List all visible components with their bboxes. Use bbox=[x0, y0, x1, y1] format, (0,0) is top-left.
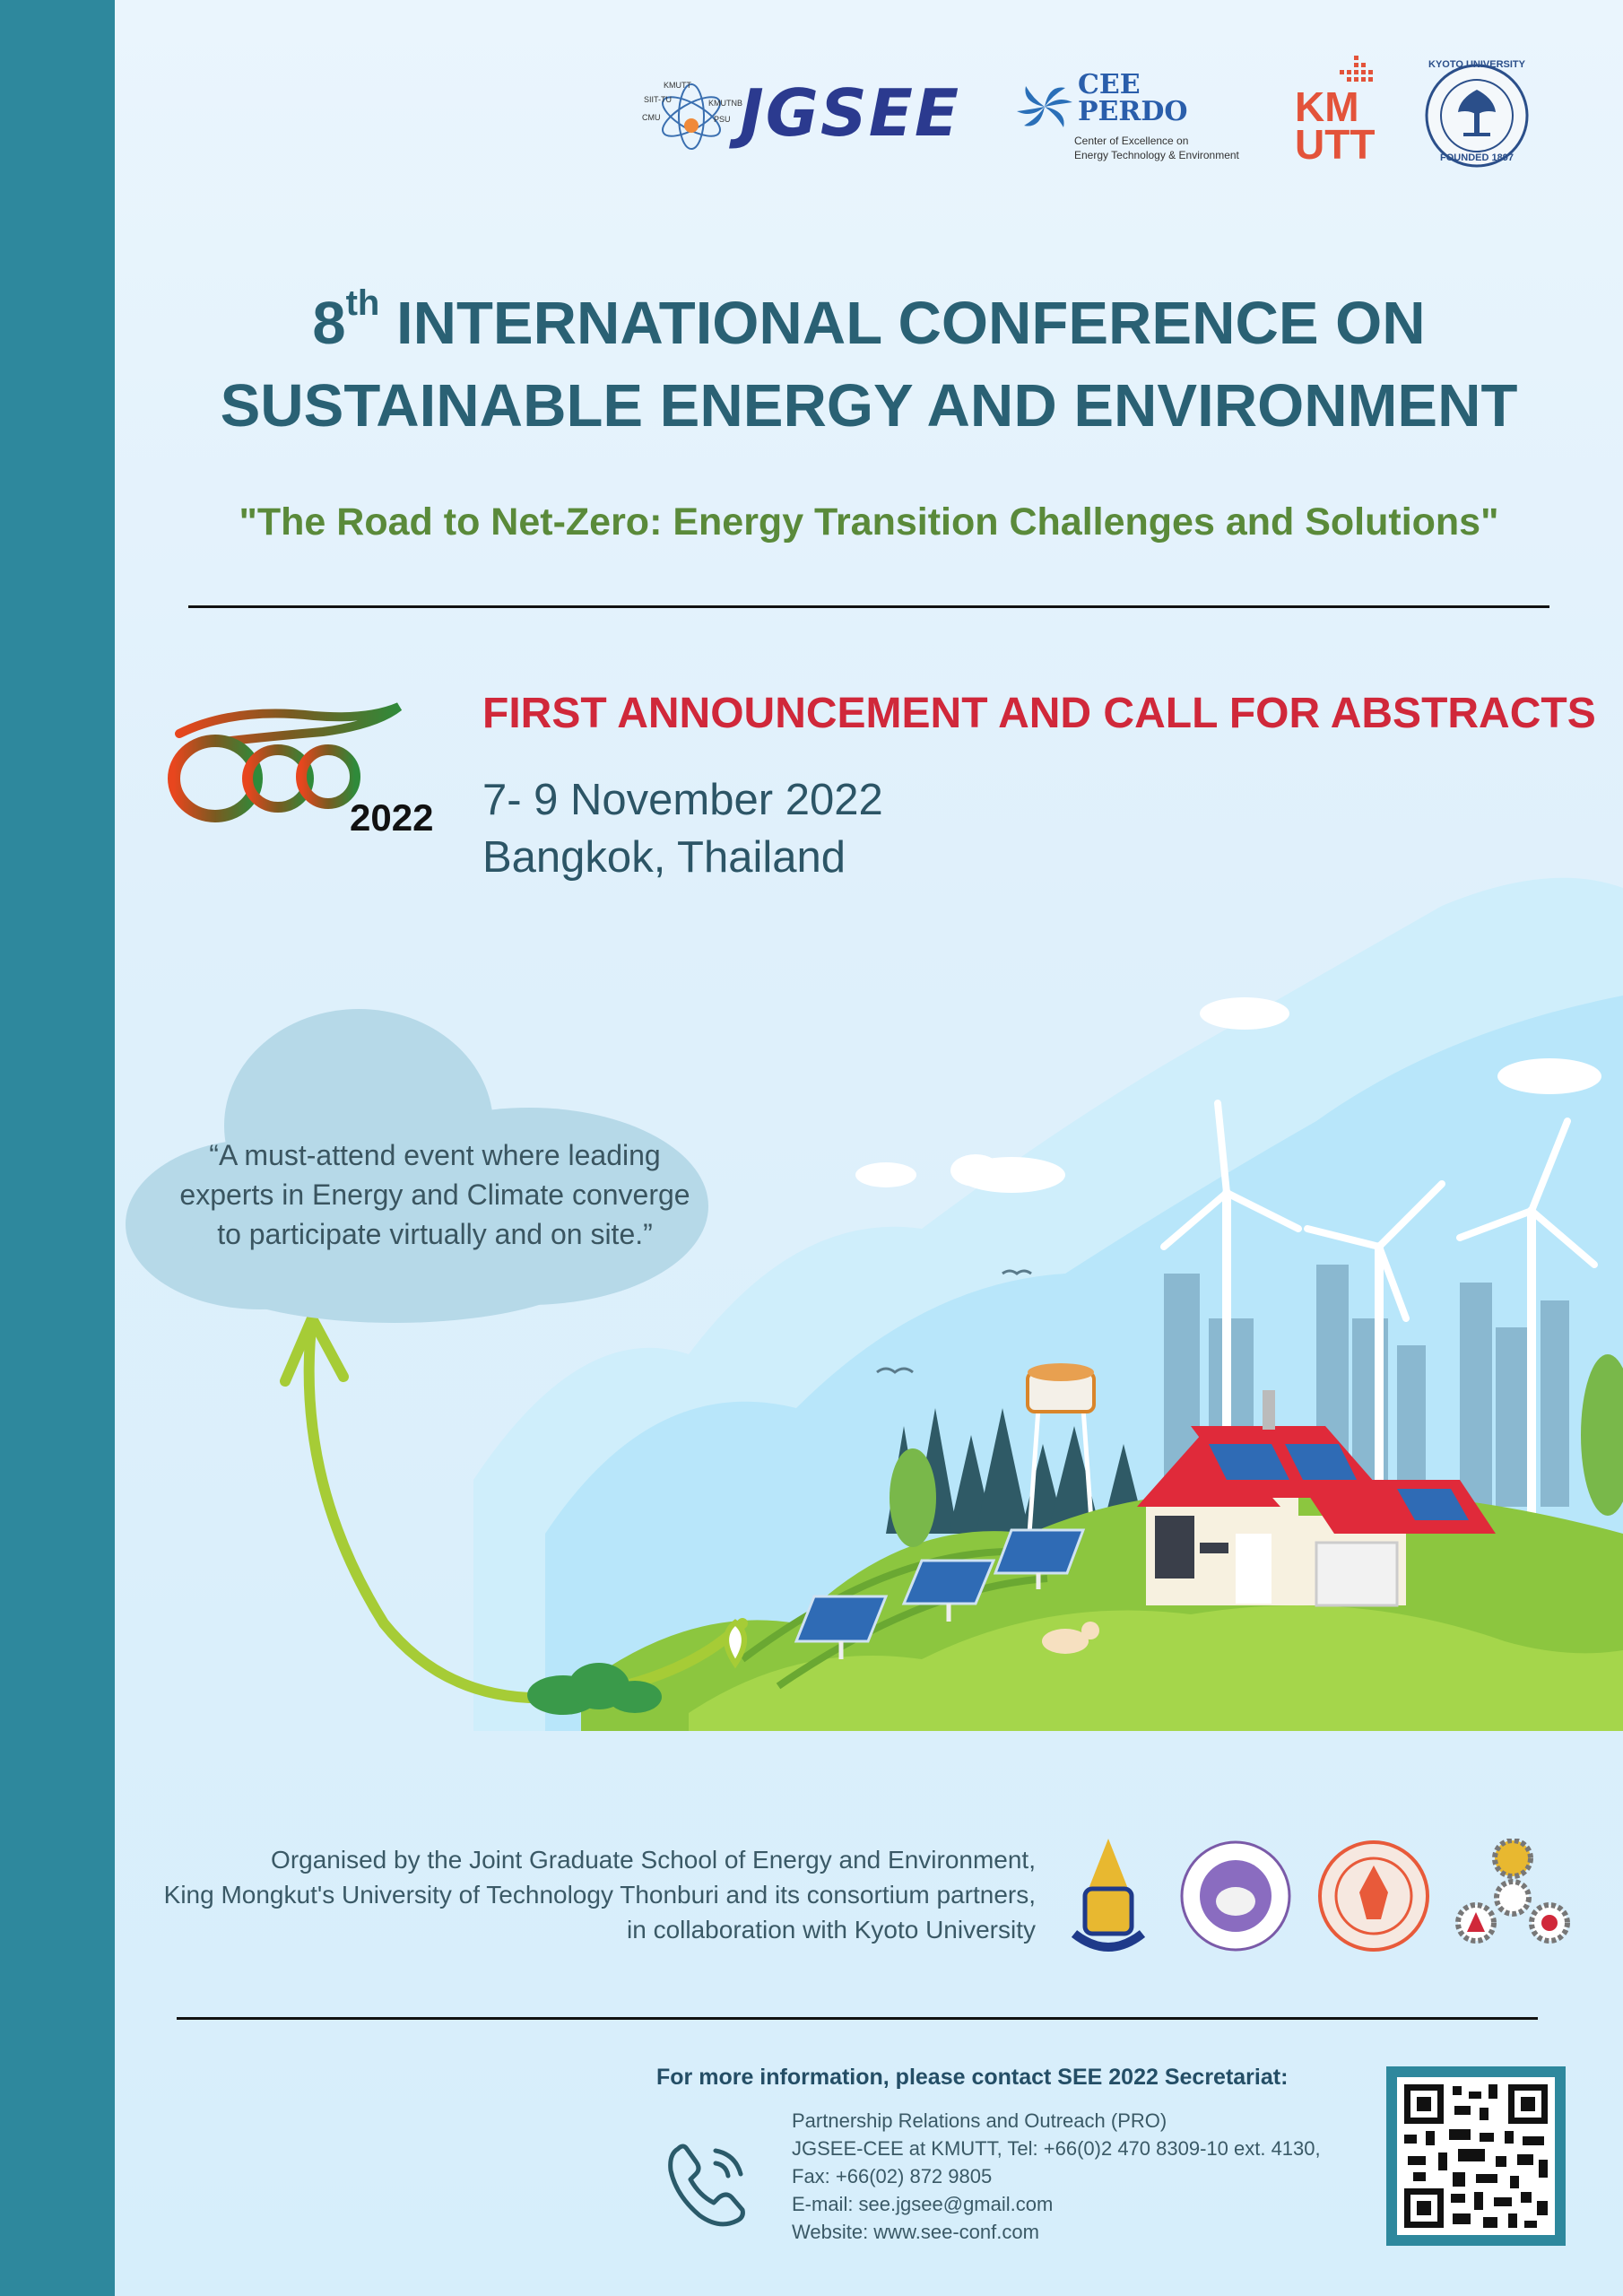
jgsee-label-siit: SIIT-TU bbox=[644, 95, 672, 104]
contact-heading: For more information, please contact SEE 2022 Secretariat: bbox=[656, 2065, 1289, 2090]
jgsee-label-kmutnb: KMUTNB bbox=[708, 99, 742, 108]
quote-line2: experts in Energy and Climate converge bbox=[179, 1178, 690, 1211]
cee-logo-line2: PERDO bbox=[1078, 96, 1188, 127]
see-logo-year: 2022 bbox=[350, 796, 434, 839]
contact-website: Website: www.see-conf.com bbox=[792, 2221, 1039, 2243]
phone-icon bbox=[660, 2133, 759, 2231]
jgsee-label-kmutt: KMUTT bbox=[664, 81, 691, 90]
quote-line3: to participate virtually and on site.” bbox=[217, 1218, 653, 1250]
quote-line1: “A must-attend event where leading bbox=[209, 1139, 661, 1171]
jgsee-flower-emblem bbox=[642, 72, 741, 152]
title-line1-text: INTERNATIONAL CONFERENCE ON bbox=[395, 290, 1426, 357]
cee-logo-sub1: Center of Excellence on bbox=[1074, 135, 1189, 147]
title-ordinal-suffix: th bbox=[345, 283, 380, 323]
kyoto-seal-ring-text: KYOTO UNIVERSITY bbox=[1428, 59, 1525, 70]
jgsee-label-cmu: CMU bbox=[642, 113, 661, 122]
conference-title-line1 bbox=[115, 283, 1623, 358]
naresuan-university-logo bbox=[1178, 1839, 1293, 1953]
jgsee-logo-text: JGSEE bbox=[740, 75, 961, 151]
conference-title-line2: SUSTAINABLE ENERGY AND ENVIRONMENT bbox=[220, 372, 1518, 439]
conference-location: Bangkok, Thailand bbox=[482, 833, 846, 882]
psu-logo bbox=[1065, 1835, 1151, 1961]
conference-dates: 7- 9 November 2022 bbox=[482, 776, 883, 824]
bottom-divider bbox=[177, 2017, 1538, 2020]
organiser-line3: in collaboration with Kyoto University bbox=[627, 1916, 1036, 1944]
announcement-heading: FIRST ANNOUNCEMENT AND CALL FOR ABSTRACTS bbox=[482, 690, 1596, 737]
organiser-line2: King Mongkut's University of Technology Thonburi and its consortium partners, bbox=[163, 1881, 1036, 1909]
cee-logo-sub2: Energy Technology & Environment bbox=[1074, 149, 1239, 161]
kmutt-logo-line1: KM bbox=[1295, 83, 1359, 130]
title-ordinal: 8 bbox=[312, 290, 346, 357]
top-divider bbox=[188, 605, 1549, 608]
cee-logo-line1: CEE bbox=[1078, 69, 1141, 100]
jgsee-label-psu: PSU bbox=[714, 115, 731, 124]
kyoto-seal-bottom-text: FOUNDED 1897 bbox=[1440, 152, 1514, 163]
contact-line1: Partnership Relations and Outreach (PRO) bbox=[792, 2109, 1167, 2132]
rajamangala-university-logo bbox=[1316, 1839, 1431, 1953]
left-sidebar-band bbox=[0, 0, 115, 2296]
consortium-gears-logo bbox=[1454, 1839, 1571, 1953]
cee-swirl-icon bbox=[1013, 75, 1076, 138]
kmutt-logo-line2: UTT bbox=[1295, 121, 1376, 168]
contact-line3: Fax: +66(02) 872 9805 bbox=[792, 2165, 993, 2187]
contact-line2: JGSEE-CEE at KMUTT, Tel: +66(0)2 470 8309-10 ext. 4130, bbox=[792, 2137, 1321, 2160]
qr-code[interactable] bbox=[1386, 2066, 1566, 2246]
contact-email: E-mail: see.jgsee@gmail.com bbox=[792, 2193, 1054, 2215]
conference-tagline: "The Road to Net-Zero: Energy Transition Challenges and Solutions" bbox=[239, 500, 1499, 544]
organiser-line1: Organised by the Joint Graduate School of Energy and Environment, bbox=[271, 1846, 1036, 1874]
